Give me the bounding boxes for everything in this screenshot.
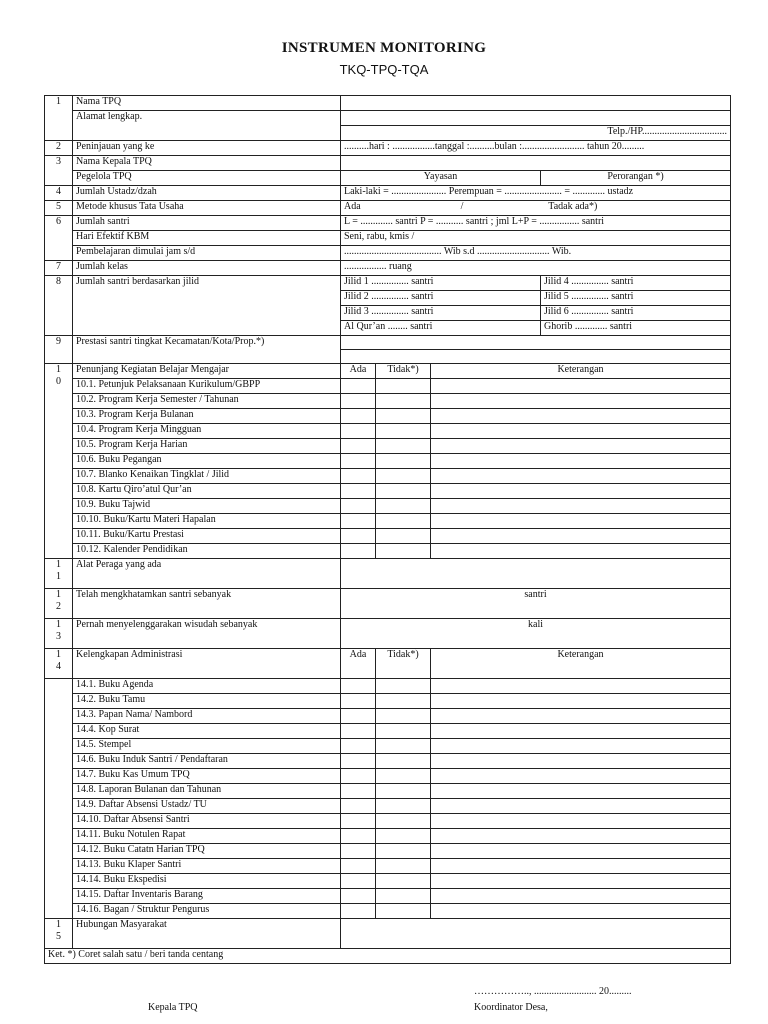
checklist-item-label: 10.9. Buku Tajwid [73, 499, 341, 514]
checklist-item-label: 14.6. Buku Induk Santri / Pendaftaran [73, 754, 341, 769]
input-jilid-right[interactable]: Jilid 4 ............... santri [541, 276, 731, 291]
checkbox-tidak[interactable] [376, 859, 431, 874]
field-label-jilid: Jumlah santri berdasarkan jilid [73, 276, 341, 336]
checkbox-tidak[interactable] [376, 829, 431, 844]
checkbox-tidak[interactable] [376, 889, 431, 904]
input-keterangan[interactable] [431, 784, 731, 799]
checkbox-ada[interactable] [341, 814, 376, 829]
checkbox-tidak[interactable] [376, 484, 431, 499]
checkbox-ada[interactable] [341, 829, 376, 844]
checkbox-ada[interactable] [341, 724, 376, 739]
input-hari-efektif[interactable]: Seni, rabu, kmis / [341, 231, 731, 246]
checkbox-ada[interactable] [341, 889, 376, 904]
input-jilid-right[interactable]: Jilid 6 ............... santri [541, 306, 731, 321]
checkbox-tidak[interactable] [376, 409, 431, 424]
checkbox-ada[interactable] [341, 394, 376, 409]
input-keterangan[interactable] [431, 904, 731, 919]
checklist-item-label: 10.11. Buku/Kartu Prestasi [73, 529, 341, 544]
row-number [45, 619, 73, 649]
checkbox-tidak[interactable] [376, 799, 431, 814]
input-keterangan[interactable] [431, 844, 731, 859]
document-subtitle: TKQ-TPQ-TQA [339, 62, 429, 77]
date-line[interactable]: …………….., ......................... 20......... [474, 986, 632, 997]
row-number-digit: 0 [56, 376, 61, 387]
checkbox-tidak[interactable] [376, 814, 431, 829]
input-metode[interactable] [341, 201, 731, 216]
row-number [45, 589, 73, 619]
input-keterangan[interactable] [431, 544, 731, 559]
checkbox-tidak[interactable] [376, 439, 431, 454]
checklist-item-label: 10.1. Petunjuk Pelaksanaan Kurikulum/GBPP [73, 379, 341, 394]
checkbox-ada[interactable] [341, 679, 376, 694]
checklist-item-label: 14.11. Buku Notulen Rapat [73, 829, 341, 844]
row-number: 1 [45, 96, 73, 141]
field-label-ustadz: Jumlah Ustadz/dzah [73, 186, 341, 201]
input-alamat[interactable] [341, 111, 731, 126]
column-header-tidak: Tidak*) [376, 364, 431, 379]
checkbox-ada[interactable] [341, 424, 376, 439]
input-jilid-left[interactable]: Jilid 2 ............... santri [341, 291, 541, 306]
checkbox-ada[interactable] [341, 784, 376, 799]
input-nama-tpq[interactable] [341, 96, 731, 111]
input-keterangan[interactable] [431, 439, 731, 454]
checkbox-ada[interactable] [341, 874, 376, 889]
field-label-metode: Metode khusus Tata Usaha [73, 201, 341, 216]
field-label-hari-efektif: Hari Efektif KBM [73, 231, 341, 246]
row-number: 9 [45, 336, 73, 364]
input-keterangan[interactable] [431, 739, 731, 754]
input-humas[interactable] [341, 919, 731, 949]
input-keterangan[interactable] [431, 694, 731, 709]
checkbox-ada[interactable] [341, 469, 376, 484]
checklist-item-label: 14.10. Daftar Absensi Santri [73, 814, 341, 829]
checklist-item-label: 14.5. Stempel [73, 739, 341, 754]
input-keterangan[interactable] [431, 454, 731, 469]
checkbox-tidak[interactable] [376, 544, 431, 559]
checkbox-ada[interactable] [341, 484, 376, 499]
checkbox-tidak[interactable] [376, 739, 431, 754]
input-peninjauan[interactable]: ..........hari : .................tanggal :..........bulan :......................... tahun 20......... [341, 141, 731, 156]
field-label-humas: Hubungan Masyarakat [73, 919, 341, 949]
input-keterangan[interactable] [431, 799, 731, 814]
checklist-item-label: 14.16. Bagan / Struktur Pengurus [73, 904, 341, 919]
input-keterangan[interactable] [431, 484, 731, 499]
checkbox-ada[interactable] [341, 904, 376, 919]
checkbox-tidak[interactable] [376, 499, 431, 514]
input-alat-peraga[interactable] [341, 559, 731, 589]
option-perorangan[interactable]: Perorangan *) [541, 171, 731, 186]
checklist-item-label: 14.12. Buku Catatn Harian TPQ [73, 844, 341, 859]
checkbox-ada[interactable] [341, 754, 376, 769]
input-keterangan[interactable] [431, 679, 731, 694]
checklist-item-label: 14.8. Laporan Bulanan dan Tahunan [73, 784, 341, 799]
option-ada[interactable]: Ada [344, 201, 361, 212]
checkbox-ada[interactable] [341, 694, 376, 709]
checkbox-ada[interactable] [341, 769, 376, 784]
column-header-ada: Ada [341, 364, 376, 379]
checklist-item-label: 14.7. Buku Kas Umum TPQ [73, 769, 341, 784]
input-keterangan[interactable] [431, 754, 731, 769]
input-keterangan[interactable] [431, 709, 731, 724]
input-jilid-right[interactable]: Jilid 5 ............... santri [541, 291, 731, 306]
checkbox-tidak[interactable] [376, 694, 431, 709]
checkbox-tidak[interactable] [376, 754, 431, 769]
input-keterangan[interactable] [431, 469, 731, 484]
input-keterangan[interactable] [431, 829, 731, 844]
input-keterangan[interactable] [431, 814, 731, 829]
checklist-item-label: 14.3. Papan Nama/ Nambord [73, 709, 341, 724]
field-label-wisuda: Pernah menyelenggarakan wisudah sebanyak [73, 619, 341, 649]
signature-label-koordinator: Koordinator Desa, [474, 1002, 548, 1013]
checkbox-ada[interactable] [341, 799, 376, 814]
checklist-item-label: 10.6. Buku Pegangan [73, 454, 341, 469]
section-label-penunjang: Penunjang Kegiatan Belajar Mengajar [73, 364, 341, 379]
footnote: Ket. *) Coret salah satu / beri tanda centang [45, 949, 731, 964]
input-prestasi[interactable] [341, 350, 731, 364]
checkbox-tidak[interactable] [376, 529, 431, 544]
field-label-jam: Pembelajaran dimulai jam s/d [73, 246, 341, 261]
row-number [45, 364, 73, 559]
option-tidak-ada[interactable]: Tadak ada*) [548, 201, 598, 212]
checkbox-ada[interactable] [341, 844, 376, 859]
row-number-digit: 1 [56, 364, 61, 375]
section-label-administrasi: Kelengkapan Administrasi [73, 649, 341, 679]
row-number: 6 [45, 216, 73, 261]
checklist-item-label: 14.13. Buku Klaper Santri [73, 859, 341, 874]
input-jilid-left[interactable]: Jilid 1 ............... santri [341, 276, 541, 291]
row-number-digit: 1 [56, 619, 61, 630]
input-keterangan[interactable] [431, 874, 731, 889]
row-number-digit: 2 [56, 601, 61, 612]
checkbox-ada[interactable] [341, 514, 376, 529]
input-keterangan[interactable] [431, 769, 731, 784]
input-ustadz[interactable]: Laki-laki = ...................... Perempuan = ....................... = ............. ustadz [341, 186, 731, 201]
checklist-item-label: 14.9. Daftar Absensi Ustadz/ TU [73, 799, 341, 814]
checklist-item-label: 10.5. Program Kerja Harian [73, 439, 341, 454]
row-number: 3 [45, 156, 73, 186]
checkbox-ada[interactable] [341, 499, 376, 514]
input-jilid-right[interactable]: Ghorib ............. santri [541, 321, 731, 336]
checklist-item-label: 10.2. Program Kerja Semester / Tahunan [73, 394, 341, 409]
row-number [45, 679, 73, 919]
input-jumlah-kelas[interactable]: ................. ruang [341, 261, 731, 276]
row-number [45, 649, 73, 679]
checkbox-tidak[interactable] [376, 469, 431, 484]
option-yayasan[interactable]: Yayasan [341, 171, 541, 186]
row-number-digit: 1 [56, 571, 61, 582]
checkbox-ada[interactable] [341, 409, 376, 424]
row-number-digit: 4 [56, 661, 61, 672]
checklist-item-label: 10.10. Buku/Kartu Materi Hapalan [73, 514, 341, 529]
option-separator: / [460, 201, 464, 212]
checkbox-ada[interactable] [341, 709, 376, 724]
input-khatam[interactable]: santri [341, 589, 731, 619]
checkbox-tidak[interactable] [376, 724, 431, 739]
document-title: INSTRUMEN MONITORING [281, 40, 487, 56]
row-number: 5 [45, 201, 73, 216]
row-number-digit: 5 [56, 931, 61, 942]
checkbox-ada[interactable] [341, 739, 376, 754]
checklist-item-label: 14.2. Buku Tamu [73, 694, 341, 709]
checkbox-tidak[interactable] [376, 769, 431, 784]
input-prestasi[interactable] [341, 336, 731, 350]
checkbox-ada[interactable] [341, 454, 376, 469]
checkbox-tidak[interactable] [376, 379, 431, 394]
checkbox-tidak[interactable] [376, 709, 431, 724]
input-wisuda[interactable]: kali [341, 619, 731, 649]
checklist-item-label: 10.3. Program Kerja Bulanan [73, 409, 341, 424]
field-label-kepala-tpq: Nama Kepala TPQ [73, 156, 341, 171]
column-header-keterangan: Keterangan [431, 649, 731, 679]
input-jam[interactable]: ....................................... Wib s.d ............................. Wib. [341, 246, 731, 261]
field-label-jumlah-kelas: Jumlah kelas [73, 261, 341, 276]
row-number-digit: 1 [56, 589, 61, 600]
input-jumlah-santri[interactable]: L = ............. santri P = ........... santri ; jml L+P = ................ santri [341, 216, 731, 231]
checkbox-tidak[interactable] [376, 394, 431, 409]
field-label-peninjauan: Peninjauan yang ke [73, 141, 341, 156]
monitoring-form-table [44, 95, 731, 964]
checkbox-tidak[interactable] [376, 424, 431, 439]
input-keterangan[interactable] [431, 424, 731, 439]
checklist-item-label: 10.7. Blanko Kenaikan Tingklat / Jilid [73, 469, 341, 484]
field-label-alat-peraga: Alat Peraga yang ada [73, 559, 341, 589]
input-keterangan[interactable] [431, 859, 731, 874]
input-keterangan[interactable] [431, 514, 731, 529]
checklist-item-label: 14.4. Kop Surat [73, 724, 341, 739]
row-number-digit: 1 [56, 919, 61, 930]
checkbox-tidak[interactable] [376, 784, 431, 799]
input-keterangan[interactable] [431, 889, 731, 904]
input-keterangan[interactable] [431, 529, 731, 544]
field-label-khatam: Telah mengkhatamkan santri sebanyak [73, 589, 341, 619]
input-keterangan[interactable] [431, 379, 731, 394]
checkbox-tidak[interactable] [376, 454, 431, 469]
input-keterangan[interactable] [431, 394, 731, 409]
row-number [45, 919, 73, 949]
row-number-digit: 3 [56, 631, 61, 642]
checkbox-tidak[interactable] [376, 514, 431, 529]
row-number: 7 [45, 261, 73, 276]
checklist-item-label: 10.12. Kalender Pendidikan [73, 544, 341, 559]
field-label-jumlah-santri: Jumlah santri [73, 216, 341, 231]
field-label-pengelola: Pegelola TPQ [73, 171, 341, 186]
input-telp[interactable]: Telp./HP.................................. [341, 126, 731, 141]
checkbox-ada[interactable] [341, 859, 376, 874]
checkbox-ada[interactable] [341, 544, 376, 559]
row-number: 8 [45, 276, 73, 336]
column-header-tidak: Tidak*) [376, 649, 431, 679]
checkbox-ada[interactable] [341, 529, 376, 544]
checklist-item-label: 14.1. Buku Agenda [73, 679, 341, 694]
checklist-item-label: 14.14. Buku Ekspedisi [73, 874, 341, 889]
checkbox-tidak[interactable] [376, 874, 431, 889]
field-label-prestasi: Prestasi santri tingkat Kecamatan/Kota/Prop.*) [73, 336, 341, 364]
checkbox-ada[interactable] [341, 439, 376, 454]
checkbox-tidak[interactable] [376, 679, 431, 694]
field-label-alamat: Alamat lengkap. [73, 111, 341, 141]
input-kepala-tpq[interactable] [341, 156, 731, 171]
input-keterangan[interactable] [431, 409, 731, 424]
column-header-ada: Ada [341, 649, 376, 679]
input-keterangan[interactable] [431, 499, 731, 514]
checkbox-ada[interactable] [341, 379, 376, 394]
checklist-item-label: 10.8. Kartu Qiro’atul Qur’an [73, 484, 341, 499]
row-number-digit: 1 [56, 559, 61, 570]
field-label-nama-tpq: Nama TPQ [73, 96, 341, 111]
row-number [45, 559, 73, 589]
row-number-digit: 1 [56, 649, 61, 660]
checkbox-tidak[interactable] [376, 844, 431, 859]
input-keterangan[interactable] [431, 724, 731, 739]
checklist-item-label: 14.15. Daftar Inventaris Barang [73, 889, 341, 904]
signature-label-kepala: Kepala TPQ [148, 1002, 198, 1013]
input-jilid-left[interactable]: Jilid 3 ............... santri [341, 306, 541, 321]
checkbox-tidak[interactable] [376, 904, 431, 919]
input-jilid-left[interactable]: Al Qur’an ........ santri [341, 321, 541, 336]
row-number: 4 [45, 186, 73, 201]
checklist-item-label: 10.4. Program Kerja Mingguan [73, 424, 341, 439]
column-header-keterangan: Keterangan [431, 364, 731, 379]
row-number: 2 [45, 141, 73, 156]
